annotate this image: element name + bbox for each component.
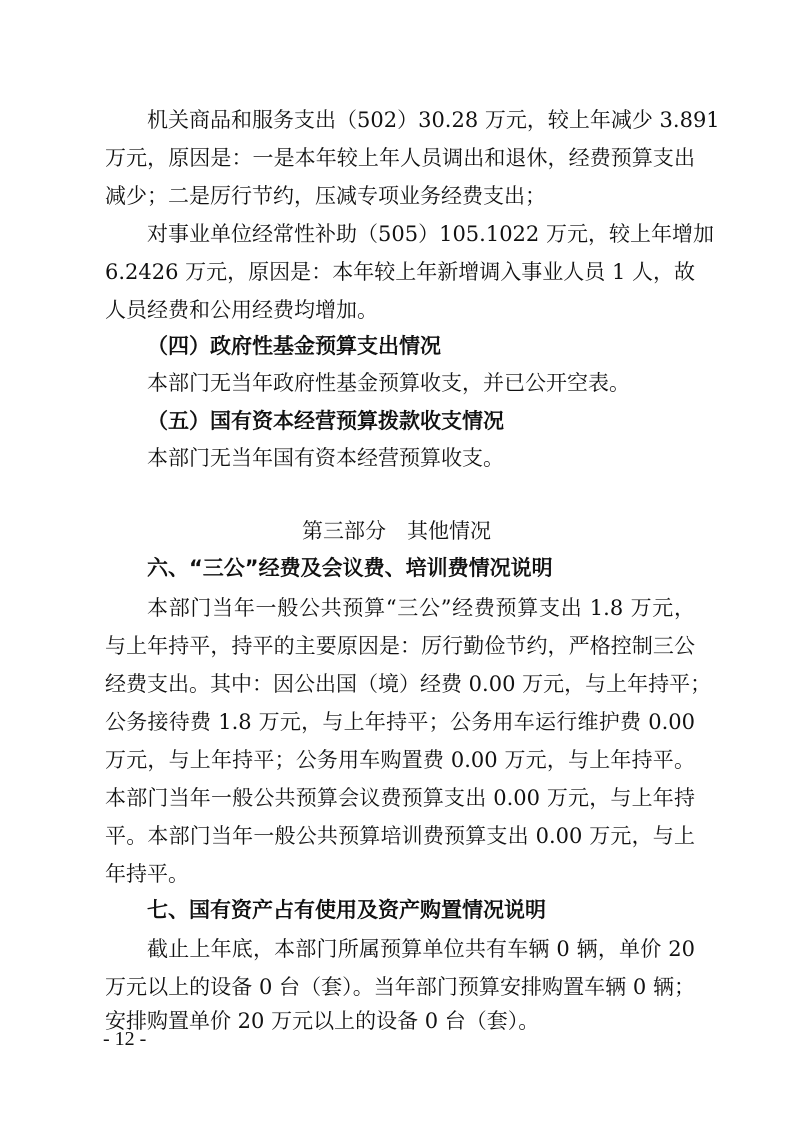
paragraph-line: 对事业单位经常性补助（505）105.1022 万元，较上年增加 [147,222,714,246]
section-heading-7: 七、国有资产占有使用及资产购置情况说明 [147,898,546,922]
paragraph-line: 本部门无当年国有资本经营预算收支。 [147,446,504,470]
paragraph-line: 年持平。 [105,862,189,886]
paragraph-line: 公务接待费 1.8 万元，与上年持平；公务用车运行维护费 0.00 [105,710,695,734]
page-number: - 12 - [103,1028,147,1050]
section-heading-4: （四）政府性基金预算支出情况 [147,334,441,358]
section-heading-6: 六、“三公”经费及会议费、培训费情况说明 [147,556,553,580]
paragraph-line: 人员经费和公用经费均增加。 [105,298,378,322]
paragraph-line: 经费支出。其中：因公出国（境）经费 0.00 万元，与上年持平； [105,672,712,696]
paragraph-line: 安排购置单价 20 万元以上的设备 0 台（套）。 [105,1009,540,1033]
paragraph-line: 截止上年底，本部门所属预算单位共有车辆 0 辆，单价 20 [147,937,695,961]
paragraph-line: 本部门当年一般公共预算会议费预算支出 0.00 万元，与上年持 [105,786,695,810]
paragraph-line: 万元，原因是：一是本年较上年人员调出和退休，经费预算支出 [105,146,695,170]
paragraph-line: 万元，与上年持平；公务用车购置费 0.00 万元，与上年持平。 [105,748,695,772]
paragraph-line: 平。本部门当年一般公共预算培训费预算支出 0.00 万元，与上 [105,824,695,848]
paragraph-line: 机关商品和服务支出（502）30.28 万元，较上年减少 3.891 [147,108,720,132]
paragraph-line: 本部门当年一般公共预算“三公”经费预算支出 1.8 万元， [147,596,695,620]
paragraph-line: 万元以上的设备 0 台（套）。当年部门预算安排购置车辆 0 辆； [105,975,695,999]
section-heading-5: （五）国有资本经营预算拨款收支情况 [147,409,504,433]
part-title: 第三部分 其他情况 [302,519,491,543]
paragraph-line: 减少；二是厉行节约，压减专项业务经费支出； [105,184,546,208]
paragraph-line: 本部门无当年政府性基金预算收支，并已公开空表。 [147,371,630,395]
paragraph-line: 与上年持平，持平的主要原因是：厉行勤俭节约，严格控制三公 [105,634,695,658]
paragraph-line: 6.2426 万元，原因是：本年较上年新增调入事业人员 1 人，故 [105,260,695,284]
